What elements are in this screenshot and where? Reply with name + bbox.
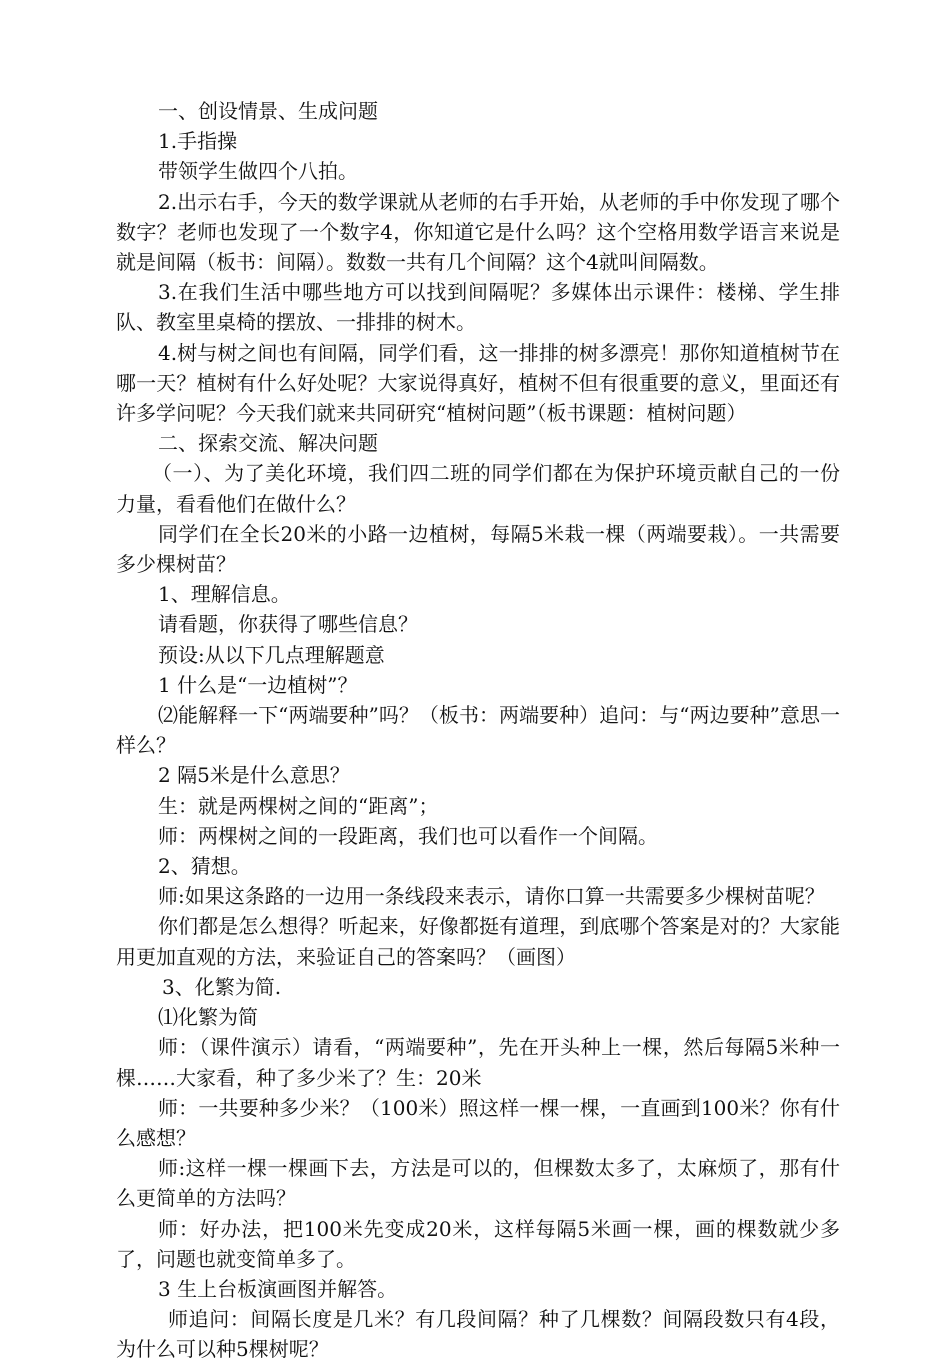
paragraph: 3.在我们生活中哪些地方可以找到间隔呢？多媒体出示课件：楼梯、学生排队、教室里桌椅的摆放、一排排的树木。 — [116, 280, 840, 335]
problem-statement: 同学们在全长20米的小路一边植树，每隔5米栽一棵（两端要栽）。一共需要多少棵树苗？ — [116, 521, 840, 577]
paragraph: 你们都是怎么想得？听起来，好像都挺有道理，到底哪个答案是对的？大家能用更加直观的方法，来验证自己的答案吗？（画图） — [116, 914, 840, 969]
paragraph: 1.手指操 — [158, 129, 238, 154]
paragraph: 带领学生做四个八拍。 — [158, 159, 358, 184]
paragraph: ⑵能解释一下“两端要种”吗？（板书：两端要种）追问：与“两边要种”意思一样么？ — [116, 703, 840, 758]
paragraph: 1 什么是“一边植树”？ — [158, 672, 358, 697]
document-body — [116, 96, 840, 1365]
section-heading-2: 二、探索交流、解决问题 — [158, 431, 378, 456]
paragraph: （一）、为了美化环境，我们四二班的同学们都在为保护环境贡献自己的一份力量，看看他们在做什么？ — [116, 461, 840, 516]
paragraph: ⑴化繁为简 — [158, 1005, 258, 1030]
paragraph: 师：两棵树之间的一段距离，我们也可以看作一个间隔。 — [158, 823, 658, 848]
paragraph: 3、化繁为简. — [162, 974, 282, 999]
paragraph: 4.树与树之间也有间隔，同学们看，这一排排的树多漂亮！那你知道植树节在哪一天？植树有什么好处呢？大家说得真好，植树不但有很重要的意义，里面还有许多学问呢？今天我们就来共同研究“植树问题”（板书课题：植树问题） — [116, 340, 840, 426]
paragraph: 师：（课件演示）请看，“两端要种”，先在开头种上一棵，然后每隔5米种一棵……大家看，种了多少米了？生：20米 — [116, 1035, 840, 1090]
paragraph: 2、猜想。 — [158, 854, 251, 879]
paragraph: 师:这样一棵一棵画下去，方法是可以的，但棵数太多了，太麻烦了，那有什么更简单的方法吗？ — [116, 1156, 840, 1211]
paragraph: 生：就是两棵树之间的“距离”； — [158, 793, 439, 818]
paragraph: 请看题，你获得了哪些信息？ — [158, 612, 418, 637]
paragraph: 2.出示右手，今天的数学课就从老师的右手开始，从老师的手中你发现了哪个数字？老师也发现了一个数字4，你知道它是什么吗？这个空格用数学语言来说是就是间隔（板书：间隔）。数数一共有几个间隔？这个4就叫间隔数。 — [116, 189, 840, 275]
paragraph: 师:如果这条路的一边用一条线段来表示，请你口算一共需要多少棵树苗呢？ — [158, 884, 825, 909]
paragraph: 师：一共要种多少米？（100米）照这样一棵一棵，一直画到100米？你有什么感想？ — [116, 1095, 840, 1150]
paragraph: 2 隔5米是什么意思？ — [158, 763, 350, 788]
paragraph: 3 生上台板演画图并解答。 — [158, 1276, 398, 1301]
paragraph: 师：好办法，把100米先变成20米，这样每隔5米画一棵，画的棵数就少多了，问题也就变简单多了。 — [116, 1216, 840, 1271]
paragraph: 1、理解信息。 — [158, 582, 291, 607]
paragraph: 预设:从以下几点理解题意 — [158, 642, 385, 667]
section-heading-1: 一、创设情景、生成问题 — [158, 99, 378, 123]
paragraph: 师追问：间隔长度是几米？有几段间隔？种了几棵数？间隔段数只有4段，为什么可以种5棵树呢？ — [116, 1307, 840, 1362]
